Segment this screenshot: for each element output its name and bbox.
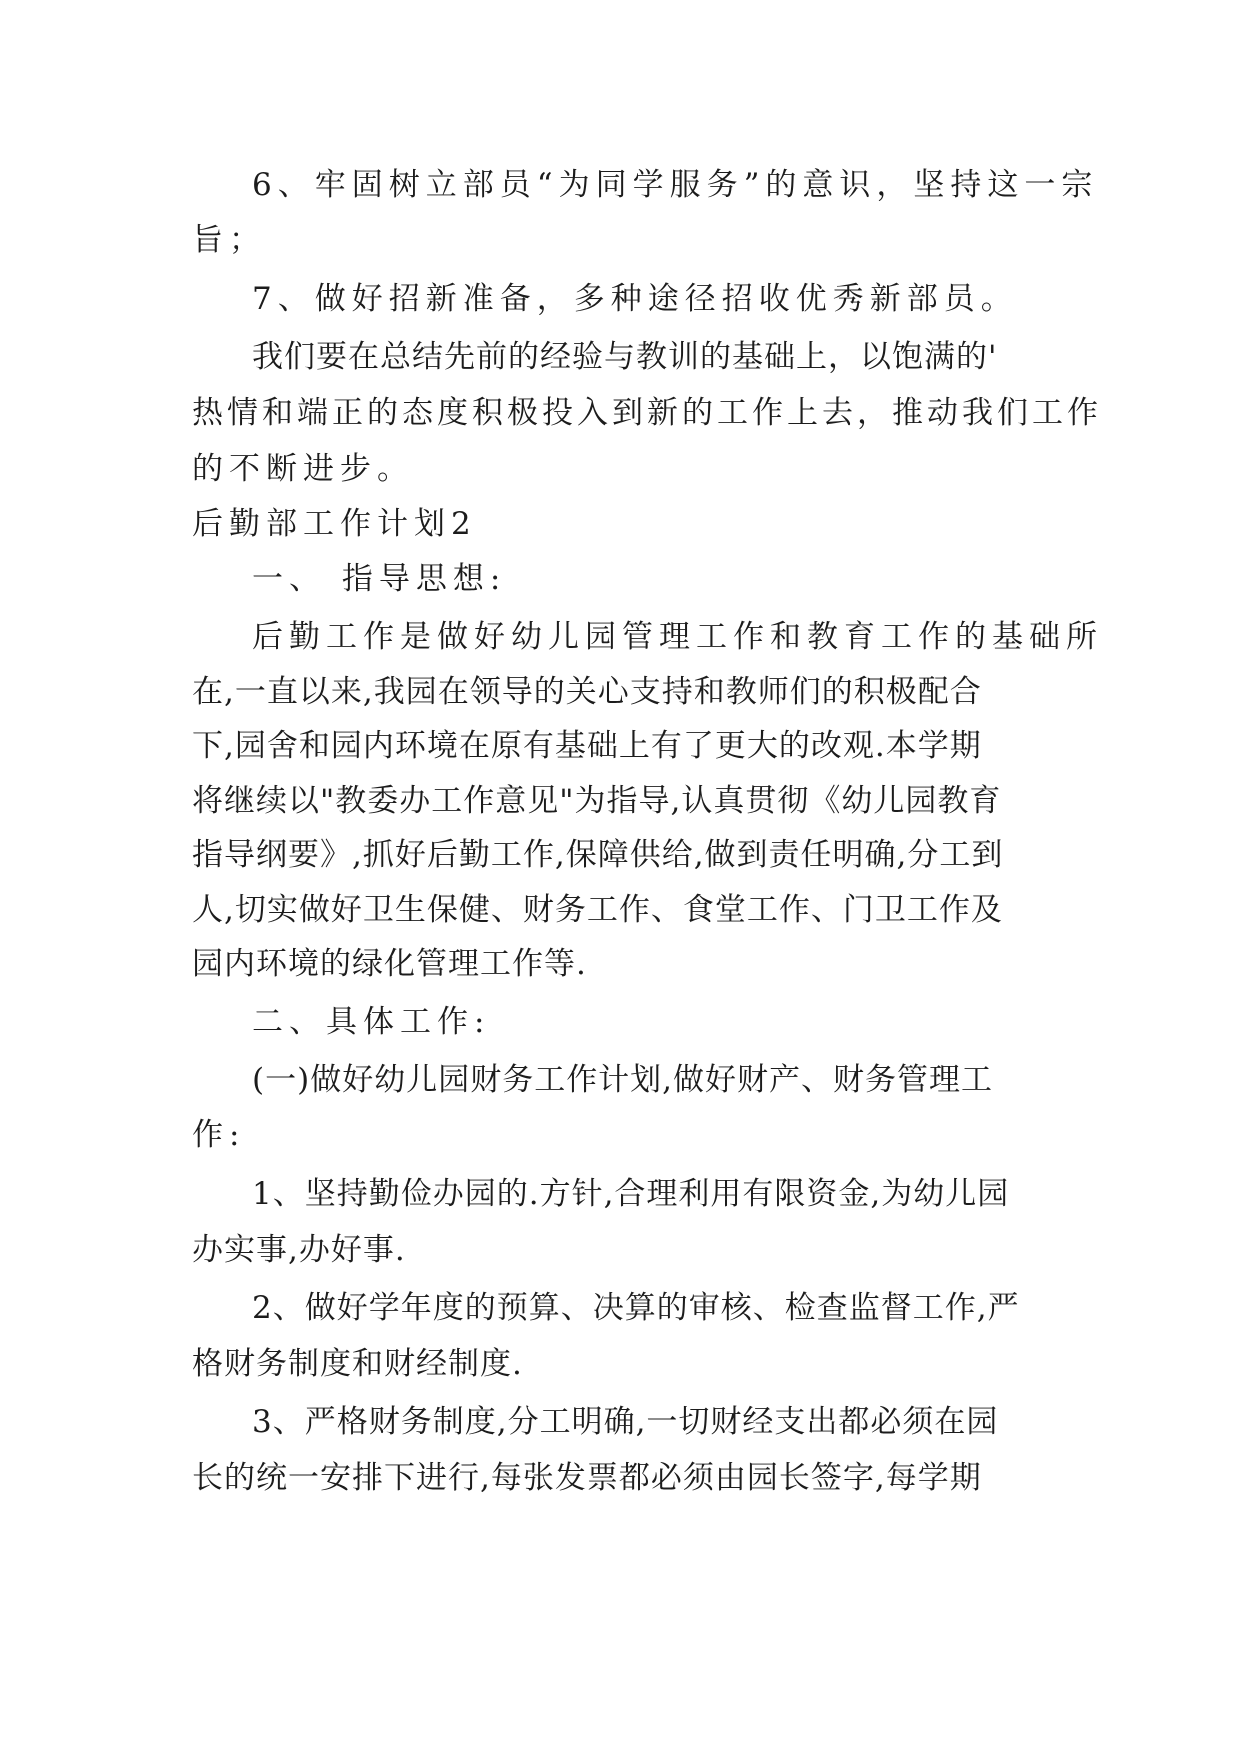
subheading-guiding-idea: 一、 指导思想: bbox=[252, 561, 507, 597]
text-line-finance-plan-cont: 作: bbox=[192, 1117, 246, 1153]
text-line-summary-3: 的不断进步。 bbox=[192, 451, 414, 487]
text-line-item-6: 6、牢固树立部员“为同学服务”的意识，坚持这一宗 bbox=[252, 167, 1099, 203]
text-line-guiding-2: 在,一直以来,我园在领导的关心支持和教师们的积极配合 bbox=[192, 674, 982, 710]
text-line-finance-plan: (一)做好幼儿园财务工作计划,做好财产、财务管理工 bbox=[252, 1062, 994, 1098]
text-line-item-1: 1、坚持勤俭办园的.方针,合理利用有限资金,为幼儿园 bbox=[252, 1176, 1010, 1212]
text-line-guiding-4: 将继续以"教委办工作意见"为指导,认真贯彻《幼儿园教育 bbox=[192, 783, 1002, 819]
text-line-guiding-3: 下,园舍和园内环境在原有基础上有了更大的改观.本学期 bbox=[192, 728, 982, 764]
text-line-guiding-1: 后勤工作是做好幼儿园管理工作和教育工作的基础所 bbox=[252, 619, 1103, 655]
text-line-item-3: 3、严格财务制度,分工明确,一切财经支出都必须在园 bbox=[252, 1404, 999, 1440]
text-line-item-7: 7、做好招新准备，多种途径招收优秀新部员。 bbox=[252, 281, 1018, 317]
text-line-summary-2: 热情和端正的态度积极投入到新的工作上去，推动我们工作 bbox=[192, 395, 1102, 431]
text-line-guiding-7: 园内环境的绿化管理工作等. bbox=[192, 946, 587, 982]
section-heading: 后勤部工作计划2 bbox=[192, 506, 477, 542]
text-line-summary-1: 我们要在总结先前的经验与教训的基础上，以饱满的' bbox=[252, 339, 998, 375]
text-line-guiding-5: 指导纲要》,抓好后勤工作,保障供给,做到责任明确,分工到 bbox=[192, 837, 1004, 873]
text-line-item-6-cont: 旨； bbox=[192, 222, 266, 258]
text-line-item-3-cont: 长的统一安排下进行,每张发票都必须由园长签字,每学期 bbox=[192, 1460, 982, 1496]
text-line-guiding-6: 人,切实做好卫生保健、财务工作、食堂工作、门卫工作及 bbox=[192, 892, 1003, 928]
subheading-specific-work: 二、具体工作: bbox=[252, 1004, 491, 1040]
text-line-item-2: 2、做好学年度的预算、决算的审核、检查监督工作,严 bbox=[252, 1290, 1020, 1326]
text-line-item-2-cont: 格财务制度和财经制度. bbox=[192, 1346, 523, 1382]
text-line-item-1-cont: 办实事,办好事. bbox=[192, 1232, 406, 1268]
